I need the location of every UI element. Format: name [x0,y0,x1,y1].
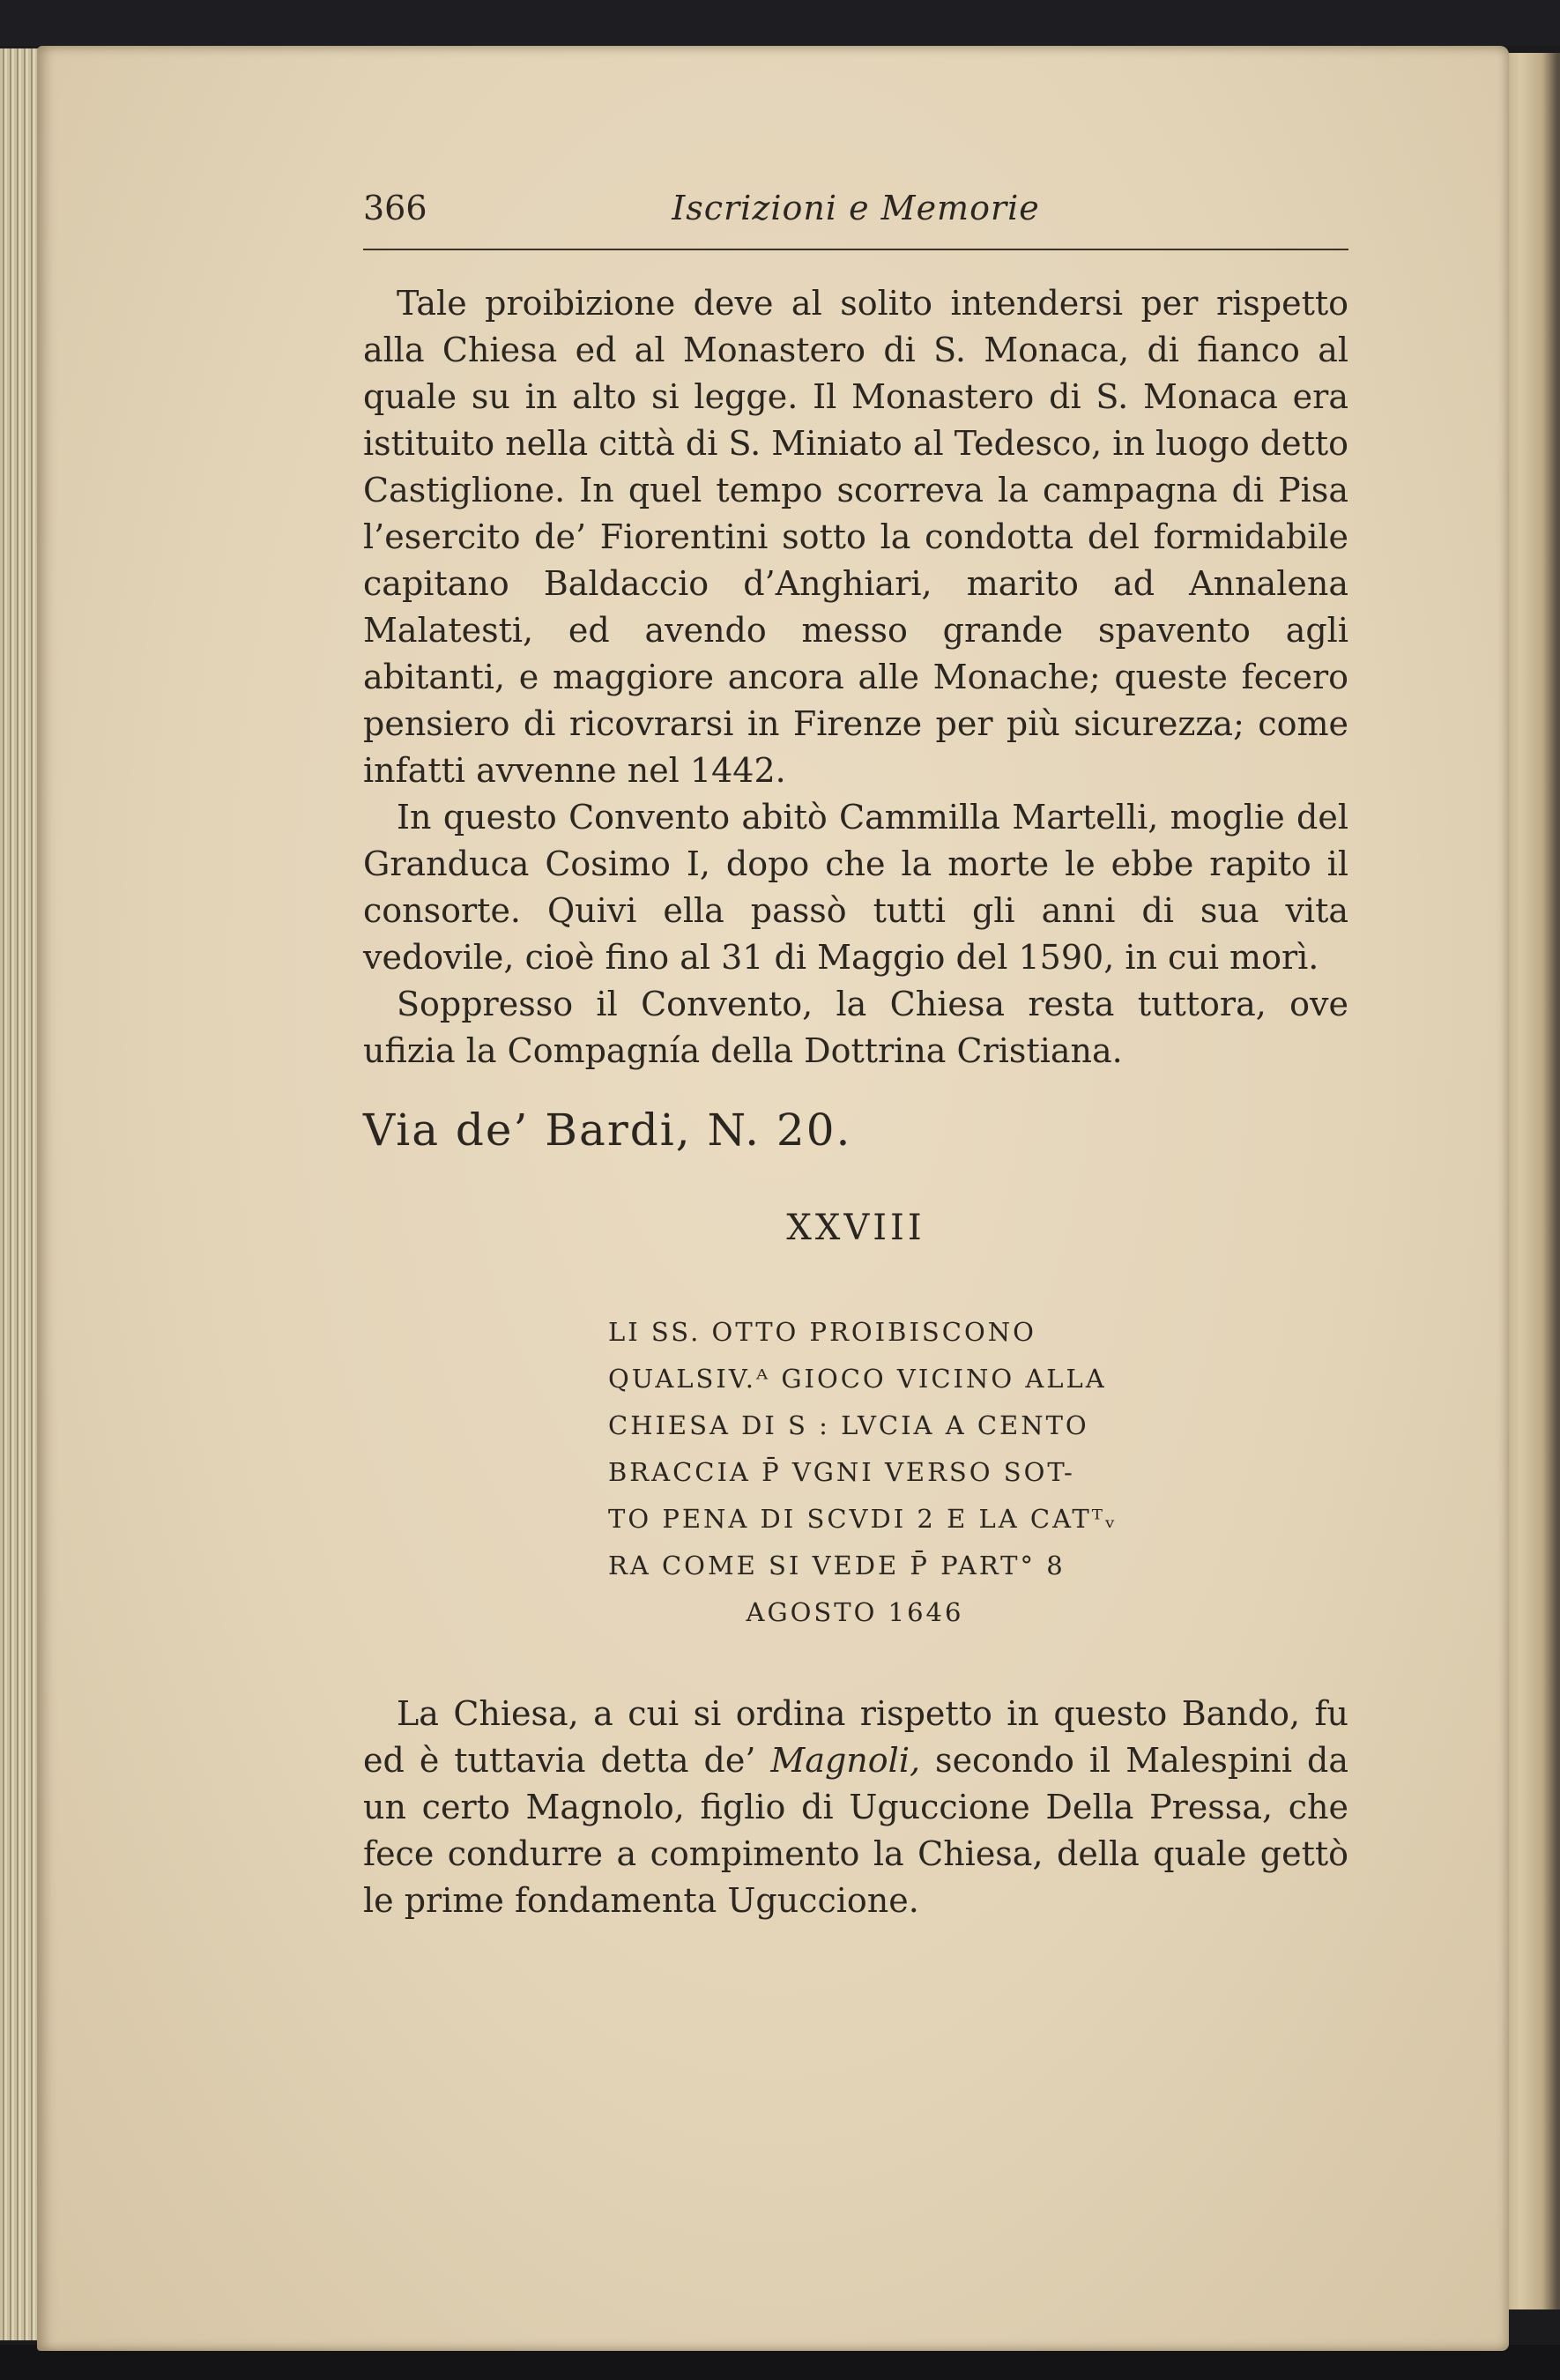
book-page-edge-right [1503,53,1560,2309]
inscription-line: CHIESA DI S : LVCIA A CENTO [608,1410,1089,1440]
inscription-line: AGOSTO 1646 [746,1597,964,1627]
paragraph-4 [363,1691,1348,1924]
inscription-number: XXVIII [786,1208,925,1248]
inscription-line: LI SS. OTTO PROIBISCONO [608,1317,1036,1347]
paragraph-3: Soppresso il Convento, la Chiesa resta tuttora, ove ufizia la Compagnía della Dottrina Cristiana. [363,985,1348,1070]
page-number: 366 [363,189,427,227]
paragraph-1: Tale proibizione deve al solito intendersi per rispetto alla Chiesa ed al Monastero di S. Monaca, di fianco al quale su in alto si legge. Il Monastero di S. Monaca era istituito nella città di S. Miniato al Tedesco, in luogo detto Castiglione. In quel tempo scorreva la campagna di Pisa l’esercito de’ Fiorentini sotto la condotta del formidabile capitano Baldaccio d’Anghiari, marito ad Annalena Malatesti, ed avendo messo grande spavento agli abitanti, e maggiore ancora alle Monache; queste fecero pensiero di ricovrarsi in Firenze per più sicurezza; come infatti avvenne nel 1442. [363,284,1349,790]
page-header [363,176,1348,238]
inscription-line: QUALSIV.ᴬ GIOCO VICINO ALLA [608,1364,1107,1394]
body-text-top [363,280,1348,1075]
paragraph-4-end: secondo il Malespini da un certo Magnolo, figlio di Uguccione Della Pressa, che fece condurre a compimento la Chiesa, della quale gettò le prime fondamenta Uguccione. [363,1741,1348,1920]
inscription-text [608,1309,1118,1636]
paragraph-4-start: La Chiesa, a cui si ordina rispetto in questo Bando, fu ed è tuttavia detta de’ [363,1694,1348,1780]
page-content [363,176,1349,1920]
scan-top-border [0,0,1560,46]
inscription-line: RA COME SI VEDE P̄ PART° 8 [608,1551,1066,1580]
header-rule [363,249,1348,250]
paragraph-4-italic: Magnoli, [770,1741,921,1780]
running-title: Iscrizioni e Memorie [672,189,1040,227]
inscription-line: BRACCIA P̄ VGNI VERSO SOT- [608,1457,1075,1487]
inscription-line: TO PENA DI SCVDI 2 E LA CATᵀᵥ [608,1504,1118,1534]
section-heading: Via de’ Bardi, N. 20. [363,1104,852,1156]
paragraph-2: In questo Convento abitò Cammilla Martelli, moglie del Granduca Cosimo I, dopo che la morte le ebbe rapito il consorte. Quivi ella passò tutti gli anni di sua vita vedovile, cioè fino al 31 di Maggio del 1590, in cui morì. [363,798,1348,977]
body-text-bottom [363,1691,1348,1924]
